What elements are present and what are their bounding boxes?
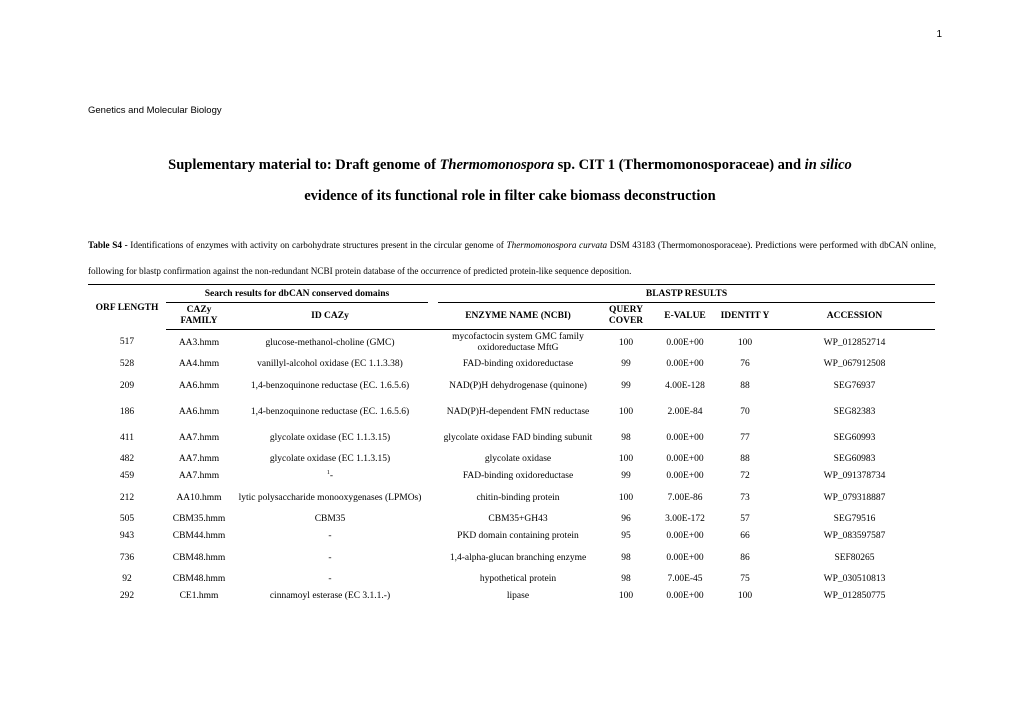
journal-name: Genetics and Molecular Biology xyxy=(88,105,222,116)
header-identity: IDENTIT Y xyxy=(716,303,774,330)
identity-cell: 76 xyxy=(740,359,750,369)
spacer-cell xyxy=(428,528,438,545)
title-genus: Thermomonospora xyxy=(439,157,554,173)
caption-text2: DSM 43183 (Thermomonosporaceae). Predictions were performed with dbCAN online, following for blastp confirmation against the non-redundant NCBI protein database of the occurrence of predicted protein-like sequence deposition. xyxy=(88,240,936,276)
enzyme-cell: NAD(P)H dehydrogenase (quinone) xyxy=(449,380,587,391)
orf-cell: 482 xyxy=(119,454,135,464)
header-e-value: E-VALUE xyxy=(654,303,716,330)
idcazy-cell: 1,4-benzoquinone reductase (EC. 1.6.5.6) xyxy=(250,406,410,417)
idcazy-cell: 1,4-benzoquinone reductase (EC. 1.6.5.6) xyxy=(250,380,410,391)
table-row xyxy=(88,425,935,451)
idcazy-cell: $^1$- xyxy=(326,469,334,481)
orf-cell: 212 xyxy=(119,492,135,503)
accession-cell: SEG60983 xyxy=(833,454,876,464)
identity-cell: 77 xyxy=(740,432,750,443)
title-insilico: in silico xyxy=(804,157,852,173)
header-id-cazy: ID CAZy xyxy=(232,303,428,330)
spacer-cell xyxy=(428,373,438,399)
header-enzyme-name: ENZYME NAME (NCBI) xyxy=(438,303,598,330)
query-cell: 99 xyxy=(621,471,631,481)
table-row xyxy=(88,356,935,373)
accession-cell: SEG60993 xyxy=(833,432,876,443)
table-row xyxy=(88,528,935,545)
identity-cell: 70 xyxy=(740,406,750,417)
orf-cell: 186 xyxy=(119,406,135,417)
header-orf-length: ORF LENGTH xyxy=(88,285,166,330)
enzyme-cell: glycolate oxidase xyxy=(484,454,552,464)
idcazy-cell: - xyxy=(328,574,332,584)
enzyme-cell: FAD-binding oxidoreductase xyxy=(462,359,574,369)
query-cell: 100 xyxy=(618,492,634,503)
query-cell: 98 xyxy=(621,432,631,443)
idcazy-cell: glucose-methanol-choline (GMC) xyxy=(265,337,395,348)
enzyme-table xyxy=(88,284,935,605)
query-cell: 100 xyxy=(618,591,634,601)
family-cell: AA10.hmm xyxy=(176,492,222,503)
spacer-cell xyxy=(428,330,438,357)
family-cell: AA7.hmm xyxy=(178,454,220,464)
evalue-cell: 0.00E+00 xyxy=(666,359,704,369)
accession-cell: SEG76937 xyxy=(833,380,876,391)
query-cell: 100 xyxy=(618,454,634,464)
header-accession: ACCESSION xyxy=(774,303,935,330)
family-cell: CBM35.hmm xyxy=(172,514,226,524)
accession-cell: SEG79516 xyxy=(833,514,876,524)
evalue-cell: 4.00E-128 xyxy=(665,380,705,391)
caption-text1: Identifications of enzymes with activity on carbohydrate structures present in the circular genome of xyxy=(127,240,507,250)
accession-cell: WP_083597587 xyxy=(823,531,886,541)
query-cell: 100 xyxy=(618,406,634,417)
enzyme-cell: mycofactocin system GMC family oxidoreductase MftG xyxy=(452,332,584,353)
orf-cell: 209 xyxy=(119,380,135,391)
caption-species: Thermomonospora curvata xyxy=(506,240,608,250)
orf-cell: 528 xyxy=(119,359,135,369)
query-cell: 96 xyxy=(621,514,631,524)
spacer-cell xyxy=(428,399,438,425)
idcazy-cell: lytic polysaccharide monooxygenases (LPMOs) xyxy=(238,492,422,503)
spacer-cell xyxy=(428,451,438,468)
family-cell: CBM44.hmm xyxy=(172,531,226,541)
table-row xyxy=(88,468,935,485)
idcazy-cell: - xyxy=(328,552,332,563)
idcazy-cell: glycolate oxidase (EC 1.1.3.15) xyxy=(269,454,391,464)
identity-cell: 100 xyxy=(737,591,753,601)
table-row xyxy=(88,545,935,571)
idcazy-cell: CBM35 xyxy=(314,514,346,524)
orf-cell: 517 xyxy=(119,337,135,348)
enzyme-cell: lipase xyxy=(506,591,530,601)
enzyme-cell: hypothetical protein xyxy=(479,574,557,584)
enzyme-cell: PKD domain containing protein xyxy=(457,531,579,541)
table-row xyxy=(88,571,935,588)
query-cell: 98 xyxy=(621,552,631,563)
accession-cell: SEF80265 xyxy=(834,552,875,563)
family-cell: CBM48.hmm xyxy=(172,574,226,584)
evalue-cell: 2.00E-84 xyxy=(667,406,703,417)
header-query-cover: QUERY COVER xyxy=(598,303,654,330)
title-line2: evidence of its functional role in filter cake biomass deconstruction xyxy=(304,188,716,204)
enzyme-cell: chitin-binding protein xyxy=(476,492,560,503)
query-cell: 99 xyxy=(621,380,631,391)
table-row xyxy=(88,451,935,468)
evalue-cell: 0.00E+00 xyxy=(666,337,704,348)
identity-cell: 73 xyxy=(740,492,750,503)
spacer-cell xyxy=(428,588,438,605)
orf-cell: 505 xyxy=(119,514,135,524)
evalue-cell: 0.00E+00 xyxy=(666,432,704,443)
evalue-cell: 3.00E-172 xyxy=(665,514,705,524)
identity-cell: 86 xyxy=(740,552,750,563)
family-cell: AA7.hmm xyxy=(178,471,220,481)
idcazy-cell: - xyxy=(328,531,332,541)
accession-cell: WP_091378734 xyxy=(823,471,886,481)
table-body xyxy=(88,330,935,606)
idcazy-cell: cinnamoyl esterase (EC 3.1.1.-) xyxy=(269,591,391,601)
family-cell: AA4.hmm xyxy=(178,359,220,369)
evalue-cell: 7.00E-86 xyxy=(667,492,703,503)
title-part1: Suplementary material to: Draft genome of xyxy=(168,157,440,173)
family-cell: AA7.hmm xyxy=(178,432,220,443)
header-blastp-group: BLASTP RESULTS xyxy=(438,285,935,303)
evalue-cell: 0.00E+00 xyxy=(666,454,704,464)
spacer-cell xyxy=(428,545,438,571)
table-row xyxy=(88,588,935,605)
evalue-cell: 7.00E-45 xyxy=(667,574,703,584)
spacer-cell xyxy=(428,511,438,528)
family-cell: AA3.hmm xyxy=(178,337,220,348)
family-cell: CBM48.hmm xyxy=(172,552,226,563)
idcazy-cell: glycolate oxidase (EC 1.1.3.15) xyxy=(269,432,391,443)
accession-cell: WP_012852714 xyxy=(823,337,886,348)
enzyme-cell: glycolate oxidase FAD binding subunit xyxy=(443,432,593,443)
orf-cell: 292 xyxy=(119,591,135,601)
family-cell: CE1.hmm xyxy=(179,591,219,601)
orf-cell: 943 xyxy=(119,531,135,541)
identity-cell: 75 xyxy=(740,574,750,584)
evalue-cell: 0.00E+00 xyxy=(666,531,704,541)
header-cazy-family: CAZy FAMILY xyxy=(166,303,232,330)
footnote-marker: 1 xyxy=(326,469,330,476)
orf-cell: 736 xyxy=(119,552,135,563)
identity-cell: 88 xyxy=(740,454,750,464)
evalue-cell: 0.00E+00 xyxy=(666,591,704,601)
enzyme-cell: FAD-binding oxidoreductase xyxy=(462,471,574,481)
spacer-cell xyxy=(428,485,438,511)
orf-cell: 92 xyxy=(122,574,132,584)
enzyme-cell: 1,4-alpha-glucan branching enzyme xyxy=(449,552,587,563)
family-cell: AA6.hmm xyxy=(178,406,220,417)
accession-cell: WP_012850775 xyxy=(823,591,886,601)
orf-cell: 459 xyxy=(119,471,135,481)
identity-cell: 57 xyxy=(740,514,750,524)
query-cell: 95 xyxy=(621,531,631,541)
spacer-cell xyxy=(428,356,438,373)
table-row xyxy=(88,330,935,357)
spacer-cell xyxy=(428,468,438,485)
table-row xyxy=(88,399,935,425)
accession-cell: WP_067912508 xyxy=(823,359,886,369)
table-caption xyxy=(88,232,936,284)
table-row xyxy=(88,373,935,399)
orf-cell: 411 xyxy=(120,432,134,443)
enzyme-cell: NAD(P)H-dependent FMN reductase xyxy=(446,406,590,417)
enzyme-cell: CBM35+GH43 xyxy=(488,514,548,524)
identity-cell: 100 xyxy=(737,337,753,348)
evalue-cell: 0.00E+00 xyxy=(666,471,704,481)
accession-cell: WP_030510813 xyxy=(823,574,886,584)
identity-cell: 88 xyxy=(740,380,750,391)
spacer-cell xyxy=(428,571,438,588)
query-cell: 100 xyxy=(618,337,634,348)
idcazy-cell: vanillyl-alcohol oxidase (EC 1.1.3.38) xyxy=(257,359,403,369)
identity-cell: 66 xyxy=(740,531,750,541)
evalue-cell: 0.00E+00 xyxy=(666,552,704,563)
query-cell: 99 xyxy=(621,359,631,369)
identity-cell: 72 xyxy=(740,471,750,481)
document-title xyxy=(60,150,960,212)
table-row xyxy=(88,485,935,511)
family-cell: AA6.hmm xyxy=(178,380,220,391)
query-cell: 98 xyxy=(621,574,631,584)
spacer-cell xyxy=(428,425,438,451)
page-number: 1 xyxy=(936,29,942,40)
header-dbcan-group: Search results for dbCAN conserved domains xyxy=(166,285,428,303)
table-row xyxy=(88,511,935,528)
accession-cell: SEG82383 xyxy=(833,406,876,417)
caption-label: Table S4 - xyxy=(88,240,128,250)
title-part2: sp. CIT 1 (Thermomonosporaceae) and xyxy=(554,157,805,173)
accession-cell: WP_079318887 xyxy=(823,492,886,503)
